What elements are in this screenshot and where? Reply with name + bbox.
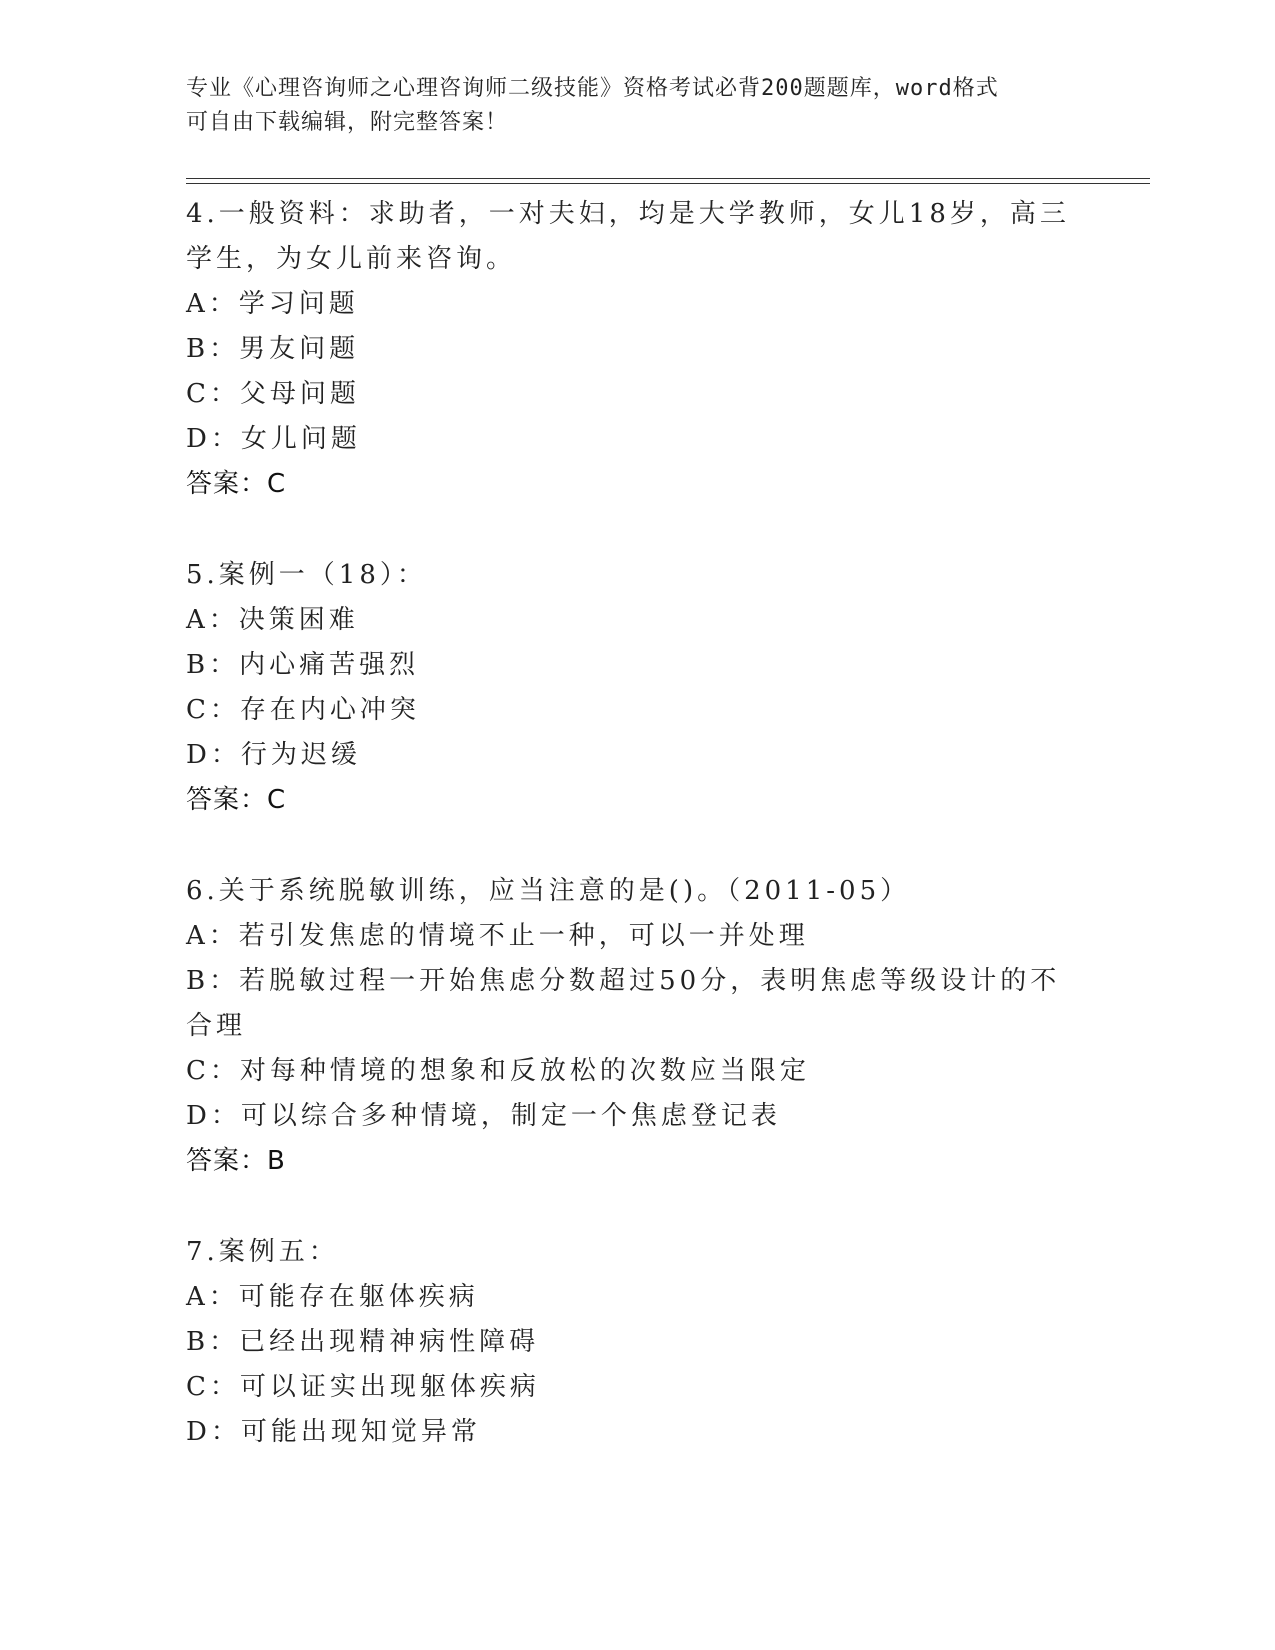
option-b: B：内心痛苦强烈 <box>186 650 420 680</box>
option-b: B：若脱敏过程一开始焦虑分数超过50分，表明焦虑等级设计的不合理 <box>186 966 1061 1041</box>
answer-line: 答案：C <box>186 469 287 499</box>
document-header <box>186 72 1066 140</box>
option-c: C：父母问题 <box>186 379 360 409</box>
question-list <box>186 192 1086 1501</box>
header-title-line-1: 专业《心理咨询师之心理咨询师二级技能》资格考试必背200题题库，word格式 <box>186 76 999 101</box>
question-5 <box>186 553 1086 823</box>
option-b: B：已经出现精神病性障碍 <box>186 1327 540 1357</box>
question-4 <box>186 192 1086 507</box>
option-c: C：可以证实出现躯体疾病 <box>186 1372 540 1402</box>
option-a: A：决策困难 <box>186 605 359 635</box>
header-title-line-2: 可自由下载编辑，附完整答案！ <box>186 110 509 135</box>
option-d: D：行为迟缓 <box>186 740 361 770</box>
option-c: C：对每种情境的想象和反放松的次数应当限定 <box>186 1056 810 1086</box>
answer-line: 答案：C <box>186 785 287 815</box>
answer-line: 答案：B <box>186 1146 286 1176</box>
option-b: B：男友问题 <box>186 334 360 364</box>
question-6 <box>186 869 1086 1184</box>
option-d: D：可能出现知觉异常 <box>186 1417 481 1447</box>
option-d: D：女儿问题 <box>186 424 361 454</box>
header-divider-top <box>186 178 1150 179</box>
option-a: A：可能存在躯体疾病 <box>186 1282 479 1312</box>
option-a: A：若引发焦虑的情境不止一种，可以一并处理 <box>186 921 809 951</box>
option-a: A：学习问题 <box>186 289 359 319</box>
question-text: 4.一般资料：求助者，一对夫妇，均是大学教师，女儿18岁，高三学生，为女儿前来咨询。 <box>186 199 1070 274</box>
question-text: 6.关于系统脱敏训练，应当注意的是()。（2011-05） <box>186 876 911 906</box>
option-d: D：可以综合多种情境，制定一个焦虑登记表 <box>186 1101 781 1131</box>
question-text: 7.案例五： <box>186 1237 339 1267</box>
question-7 <box>186 1230 1086 1455</box>
question-text: 5.案例一（18）： <box>186 560 427 590</box>
header-divider-bottom <box>186 183 1150 184</box>
option-c: C：存在内心冲突 <box>186 695 420 725</box>
